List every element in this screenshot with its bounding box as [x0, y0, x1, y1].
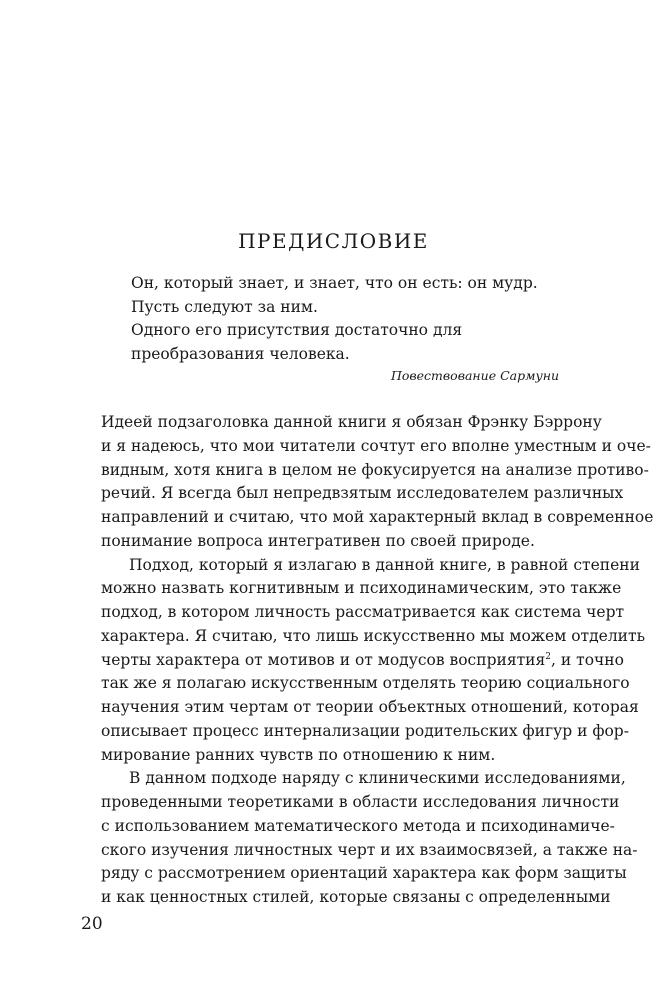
paragraph-line: Подход, который я излагаю в данной книге, в равной степени: [129, 555, 640, 574]
epigraph-source: Повествование Сармуни: [390, 368, 559, 383]
paragraph-line: направлений и считаю, что мой характерный вклад в современное: [101, 508, 654, 526]
paragraph-line-with-footnote: [101, 649, 624, 673]
paragraph-line: ского изучения личностных черт и их взаимосвязей, а также на-: [101, 840, 638, 859]
paragraph-line: проведенными теоретиками в области исследования личности: [101, 793, 620, 811]
paragraph-line: и как ценностных стилей, которые связаны с определенными: [101, 888, 611, 906]
epigraph-line: Он, который знает, и знает, что он есть: он мудр.: [131, 274, 538, 292]
paragraph-line: речий. Я всегда был непредвзятым исследователем различных: [101, 484, 624, 503]
paragraph-line: научения этим чертам от теории объектных отношений, которая: [101, 698, 639, 716]
paragraph-line: подход, в котором личность рассматривается как система черт: [101, 603, 625, 621]
epigraph-line: преобразования человека.: [131, 345, 350, 364]
paragraph-line: описывает процесс интернализации родительских фигур и фор-: [101, 721, 629, 740]
paragraph-line: мирование ранних чувств по отношению к ним.: [101, 745, 496, 764]
epigraph: [131, 272, 561, 367]
text-segment: черты характера от мотивов и от модусов восприятия: [101, 650, 546, 669]
paragraph-line: так же я полагаю искусственным отделять теорию социального: [101, 674, 630, 693]
paragraph-line: Идеей подзаголовка данной книги я обязан Фрэнку Бэррону: [101, 413, 602, 431]
paragraph-line: ряду с рассмотрением ориентаций характера как форм защиты: [101, 864, 627, 883]
paragraph-line: видным, хотя книга в целом не фокусируется на анализе противо-: [101, 460, 649, 479]
paragraph-line: и я надеюсь, что мои читатели сочтут его вполне уместным и оче-: [101, 436, 651, 455]
body-text: [101, 411, 654, 910]
paragraph-line: можно назвать когнитивным и психодинамическим, это также: [101, 579, 622, 598]
paragraph-line: характера. Я считаю, что лишь искусственно мы можем отделить: [101, 626, 646, 645]
paragraph-line: понимание вопроса интегративен по своей природе.: [101, 531, 535, 550]
paragraph-line: В данном подходе наряду с клиническими исследованиями,: [129, 769, 626, 788]
chapter-title: ПРЕДИСЛОВИЕ: [238, 229, 429, 253]
epigraph-line: Пусть следуют за ним.: [131, 297, 318, 316]
epigraph-line: Одного его присутствия достаточно для: [131, 321, 463, 340]
text-segment: , и точно: [551, 650, 624, 669]
paragraph-line: с использованием математического метода и психодинамиче-: [101, 816, 615, 835]
page-number: 20: [81, 914, 103, 934]
footnote-marker: 2: [545, 651, 552, 662]
